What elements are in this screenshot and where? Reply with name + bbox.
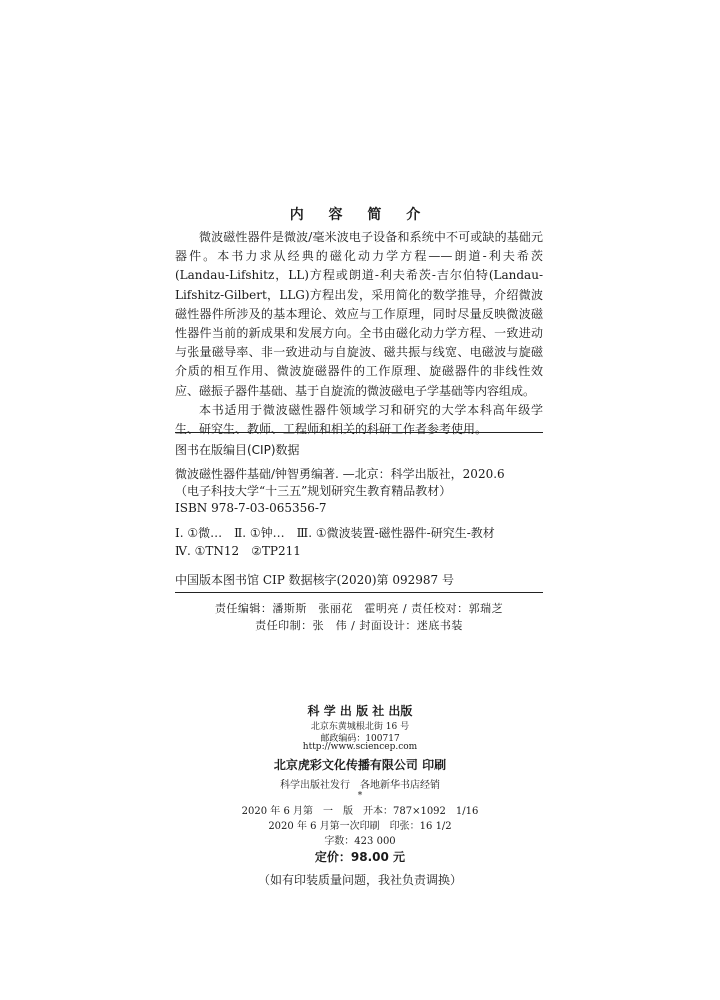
cip-classification <box>175 524 543 560</box>
specs-line-3: 字数：423 000 <box>324 836 396 847</box>
print-specs <box>0 804 720 849</box>
price: 定价：98.00 元 <box>314 850 406 864</box>
specs-line-1: 2020 年 6 月第 一 版 开本：787×1092 1/16 <box>241 806 479 817</box>
cip-heading: 图书在版编目(CIP)数据 <box>175 443 300 457</box>
cip-record <box>175 466 543 517</box>
publisher-website: http://www.sciencep.com <box>302 742 418 752</box>
cip-title-line: 微波磁性器件基础/钟智勇编著. —北京：科学出版社，2020.6 <box>175 467 505 481</box>
distribution-line: 科学出版社发行 各地新华书店经销 <box>280 780 440 791</box>
cip-class-line-1: Ⅰ. ①微… Ⅱ. ①钟… Ⅲ. ①微波装置-磁性器件-研究生-教材 <box>175 526 495 540</box>
cip-bottom-rule <box>175 592 543 593</box>
summary-paragraph-1: 微波磁性器件是微波/毫米波电子设备和系统中不可或缺的基础元器件。本书力求从经典的磁化动力学方程——朗道-利夫希茨(Landau-Lifshitz，LL)方程或朗道-利夫希茨-吉尔伯特(Landau-Lifshitz-Gilbert，LLG)方程出发，采用简化的数学推导，介绍微波磁性器件所涉及的基本理论、效应与工作原理，同时尽量反映微波磁性器件当前的新成果和发展方向。全书由磁化动力学方程、一致进动与张量磁导率、非一致进动与自旋波、磁共振与线宽、电磁波与旋磁介质的相互作用、微波旋磁器件的工作原理、旋磁器件的非线性效应、磁振子器件基础、基于自旋流的微波磁电子学基础等内容组成。 <box>175 230 543 398</box>
content-summary <box>175 228 543 439</box>
cip-data-number: 中国版本图书馆 CIP 数据核字(2020)第 092987 号 <box>175 573 454 587</box>
separator-star: * <box>357 791 363 801</box>
publisher-address: 北京东黄城根北街 16 号 <box>310 722 410 732</box>
section-title: 内 容 简 介 <box>289 207 431 223</box>
cip-isbn: ISBN 978-7-03-065356-7 <box>175 501 327 515</box>
specs-line-2: 2020 年 6 月第一次印刷 印张：16 1/2 <box>268 821 452 832</box>
cip-series-line: （电子科技大学“十三五”规划研究生教育精品教材） <box>175 484 452 498</box>
summary-paragraph-2: 本书适用于微波磁性器件领域学习和研究的大学本科高年级学生、研究生、教师、工程师和相关的科研工作者参考使用。 <box>175 402 543 437</box>
printer-name: 北京虎彩文化传播有限公司 印刷 <box>273 758 447 772</box>
quality-notice: （如有印装质量问题，我社负责调换） <box>257 873 462 887</box>
editors-line-1: 责任编辑：潘斯斯 张丽花 霍明亮 / 责任校对：郭瑞芝 <box>214 602 504 615</box>
editorial-credits <box>175 600 543 634</box>
editors-line-2: 责任印制：张 伟 / 封面设计：迷底书装 <box>255 619 463 632</box>
publisher-name: 科 学 出 版 社 出版 <box>307 704 413 718</box>
publisher-zip: 邮政编码：100717 <box>320 734 400 744</box>
cip-class-line-2: Ⅳ. ①TN12 ②TP211 <box>175 544 301 558</box>
cip-top-rule <box>175 432 543 433</box>
